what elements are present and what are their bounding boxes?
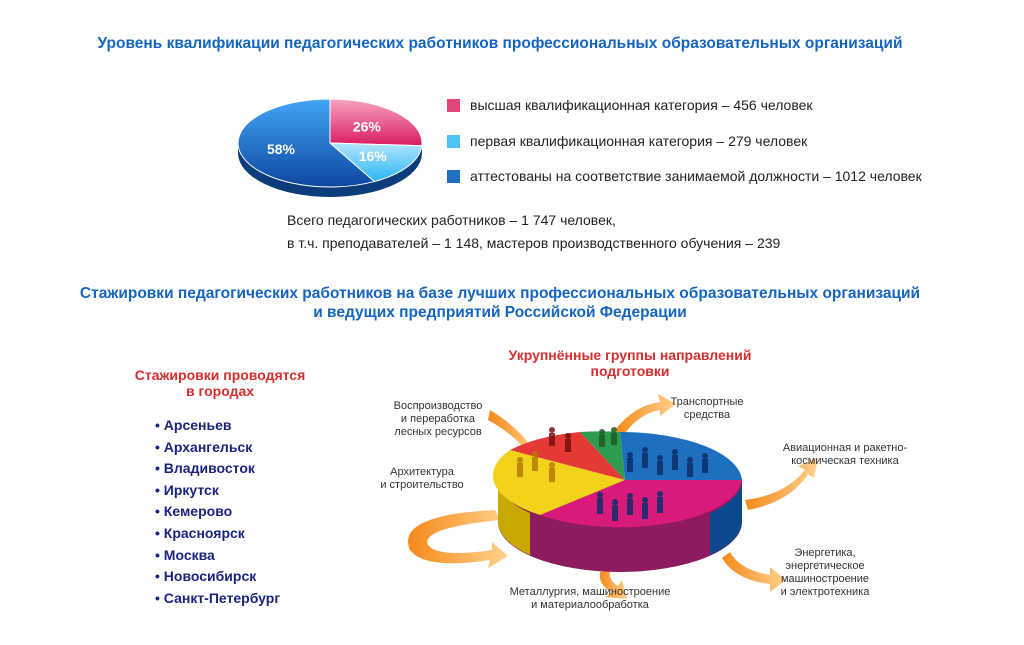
category-aviation	[770, 442, 920, 468]
category-architecture	[372, 466, 472, 492]
category-architecture-line-2: и строительство	[380, 479, 464, 491]
city-item: • Красноярск	[155, 524, 245, 541]
person-figure-3	[657, 455, 663, 475]
category-metallurgy-line-1: Металлургия, машиностроение	[509, 586, 671, 598]
person-figure-8	[612, 499, 618, 521]
city-item: • Санкт-Петербург	[155, 589, 281, 606]
qualification-title: Уровень квалификации педагогических работников профессиональных образовательных организаций	[97, 35, 903, 52]
category-energy-line-3: и электротехника	[780, 586, 870, 598]
person-figure-16	[565, 433, 571, 452]
legend-swatch-highest	[447, 99, 460, 112]
category-energy-line-1: Энергетика,	[794, 547, 856, 559]
category-forestry	[378, 400, 498, 439]
city-name: Иркутск	[163, 481, 219, 498]
totals-line-2: в т.ч. преподавателей – 1 148, мастеров производственного обучения – 239	[287, 235, 781, 251]
totals-line-1: Всего педагогических работников – 1 747 человек,	[287, 212, 616, 228]
legend-item-highest	[447, 97, 813, 113]
person-figure-9	[627, 493, 633, 515]
internship-title-line-1: Стажировки педагогических работников на базе лучших профессиональных образовательных организаций	[79, 285, 921, 302]
cities-list	[155, 415, 280, 609]
person-figure-4	[672, 449, 678, 470]
city-name: Архангельск	[163, 438, 253, 455]
city-item: • Москва	[155, 546, 215, 563]
legend-swatch-first	[447, 135, 460, 148]
person-figure-10	[642, 497, 648, 519]
person-figure-18	[611, 427, 617, 445]
person-figure-17	[599, 429, 605, 447]
legend-item-first	[447, 133, 807, 149]
city-name: Красноярск	[163, 524, 245, 541]
pie-percent-label: 26%	[352, 118, 381, 135]
person-figure-6	[702, 453, 708, 473]
category-aviation-line-1: Авиационная и ракетно-	[782, 442, 908, 454]
category-energy-line-2: энергетическое машиностроение	[780, 560, 870, 585]
pie-slice-blue	[620, 432, 742, 480]
pie-percent-label: 16%	[358, 147, 387, 164]
city-name: Арсеньев	[163, 417, 232, 433]
legend-swatch-attested	[447, 170, 460, 183]
category-forestry-line-3: лесных ресурсов	[394, 426, 482, 438]
category-transport	[662, 396, 752, 422]
category-transport-line-1: Транспортные	[670, 396, 744, 408]
cities-heading-line-2: в городах	[185, 383, 255, 399]
person-figure-7	[597, 492, 603, 514]
category-architecture-line-1: Архитектура	[390, 466, 454, 478]
legend-label-attested: аттестованы на соответствие занимаемой должности – 1012 человек	[470, 168, 922, 184]
internship-title-line-2: и ведущих предприятий Российской Федерации	[313, 304, 687, 321]
category-energy	[740, 547, 910, 599]
person-figure-14	[549, 462, 555, 482]
city-name: Владивосток	[163, 460, 255, 477]
person-figure-15	[549, 427, 555, 446]
cities-heading-line-1: Стажировки проводятся	[134, 367, 306, 383]
city-item: • Кемерово	[155, 503, 233, 520]
city-name: Новосибирск	[163, 568, 257, 585]
person-figure-13	[532, 451, 538, 471]
totals-text	[287, 209, 780, 255]
category-aviation-line-2: космическая техника	[791, 455, 899, 467]
legend-label-first: первая квалификационная категория – 279 человек	[470, 133, 808, 149]
category-metallurgy-line-2: и материалообработка	[531, 599, 649, 611]
person-figure-2	[642, 447, 648, 468]
category-forestry-line-1: Воспроизводство	[393, 400, 483, 412]
city-item: • Иркутск	[155, 481, 219, 498]
person-figure-11	[657, 491, 663, 513]
legend-label-highest: высшая квалификационная категория – 456 человек	[470, 97, 813, 113]
category-metallurgy	[505, 586, 675, 612]
cities-heading	[110, 367, 330, 399]
person-figure-5	[687, 457, 693, 477]
city-name: Санкт-Петербург	[163, 589, 281, 606]
city-name: Кемерово	[163, 503, 233, 520]
internship-title	[0, 284, 1000, 322]
city-item: • Новосибирск	[155, 568, 257, 585]
city-item: • Арсеньев	[155, 417, 232, 433]
city-item: • Архангельск	[155, 438, 253, 455]
category-forestry-line-2: и переработка	[400, 413, 476, 425]
person-figure-12	[517, 457, 523, 477]
qualification-pie-chart	[225, 95, 440, 205]
arrow-architecture	[408, 510, 508, 568]
person-figure-1	[627, 452, 633, 472]
pie-percent-label: 58%	[266, 141, 296, 158]
city-item: • Владивосток	[155, 460, 255, 477]
groups-heading: Укрупнённые группы направлений подготовки	[508, 347, 752, 379]
city-name: Москва	[163, 546, 215, 563]
category-transport-line-2: средства	[683, 409, 731, 421]
legend-item-attested	[447, 168, 922, 184]
